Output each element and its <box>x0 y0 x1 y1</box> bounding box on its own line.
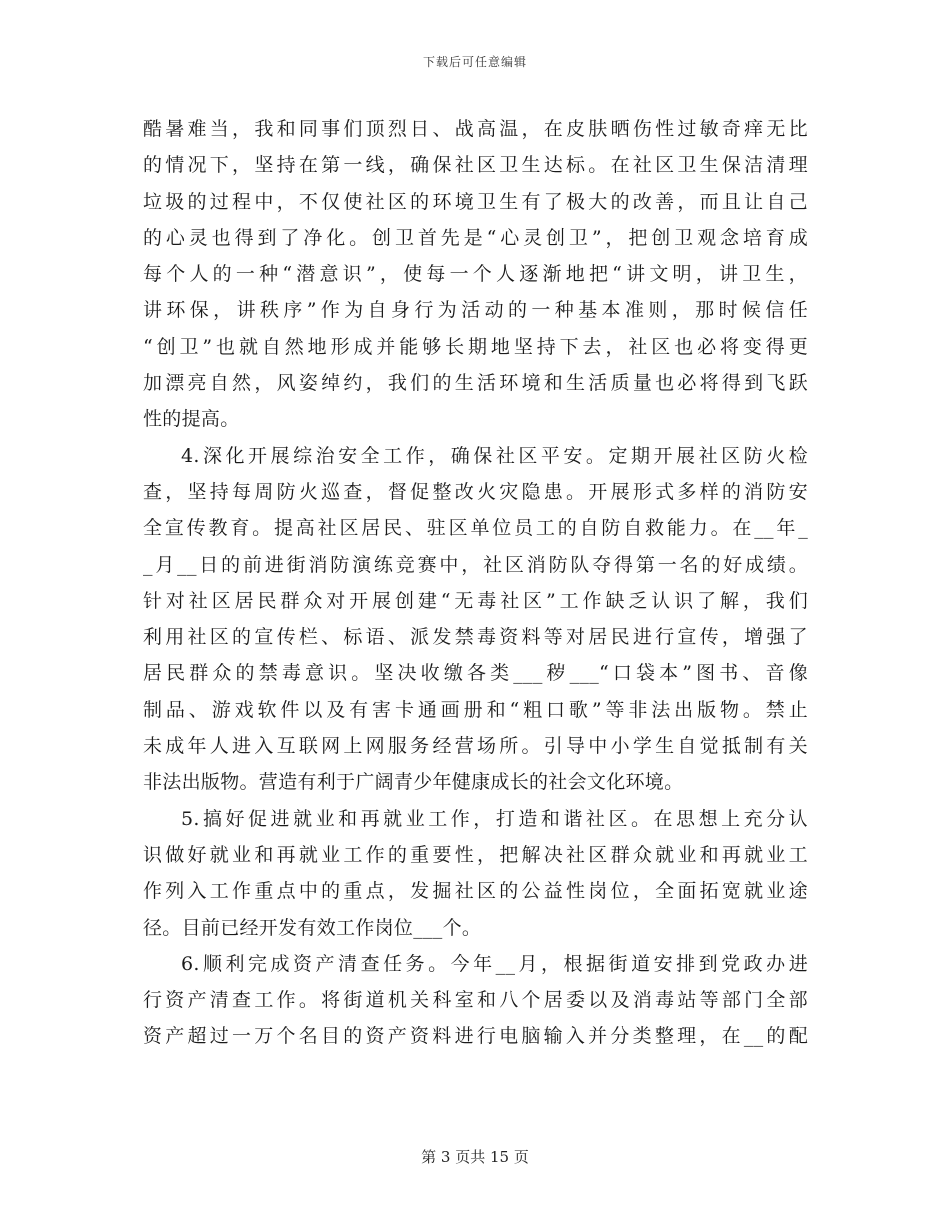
body-text-line: 性的提高。 <box>143 408 240 431</box>
page-header: 下载后可任意编辑 <box>422 55 527 69</box>
body-text-line: 识做好就业和再就业工作的重要性，把解决社区群众就业和再就业工 <box>143 843 808 866</box>
body-text-line: 酷暑难当，我和同事们顶烈日、战高温，在皮肤晒伤性过敏奇痒无比 <box>143 118 808 140</box>
body-text-line: 全宣传教育。提高社区居民、驻区单位员工的自防自救能力。在__年_ <box>143 517 808 540</box>
body-text-line: 的情况下，坚持在第一线，确保社区卫生达标。在社区卫生保洁清理 <box>143 154 808 177</box>
body-text-line: 5.搞好促进就业和再就业工作，打造和谐社区。在思想上充分认 <box>181 807 808 830</box>
body-text-line: 径。目前已经开发有效工作岗位___个。 <box>143 916 482 939</box>
body-text-line: 讲环保，讲秩序”作为自身行为活动的一种基本准则，那时候信任 <box>143 299 808 322</box>
body-text-line: 居民群众的禁毒意识。坚决收缴各类___秽___“口袋本”图书、音像 <box>143 662 808 685</box>
body-text-line: 加漂亮自然，风姿绰约，我们的生活环境和生活质量也必将得到飞跃 <box>143 372 808 395</box>
document-body <box>143 111 808 1055</box>
body-text-line: 制品、游戏软件以及有害卡通画册和“粗口歌”等非法出版物。禁止 <box>143 698 808 721</box>
body-text-line: “创卫”也就自然地形成并能够长期地坚持下去，社区也必将变得更 <box>143 335 808 358</box>
body-text-line: 利用社区的宣传栏、标语、派发禁毒资料等对居民进行宣传，增强了 <box>143 626 808 649</box>
body-text-line: 垃圾的过程中，不仅使社区的环境卫生有了极大的改善，而且让自己 <box>143 190 808 213</box>
body-text-line: _月__日的前进街消防演练竞赛中，社区消防队夺得第一名的好成绩。 <box>143 553 808 576</box>
page-number: 第 3 页共 15 页 <box>421 1148 529 1166</box>
body-text-line: 每个人的一种“潜意识”，使每一个人逐渐地把“讲文明，讲卫生， <box>143 263 808 286</box>
body-text-line: 的心灵也得到了净化。创卫首先是“心灵创卫”，把创卫观念培育成 <box>143 226 808 249</box>
body-text-line: 查，坚持每周防火巡查，督促整改火灾隐患。开展形式多样的消防安 <box>143 480 808 503</box>
body-text-line: 作列入工作重点中的重点，发掘社区的公益性岗位，全面拓宽就业途 <box>143 880 808 903</box>
body-text-line: 资产超过一万个名目的资产资料进行电脑输入并分类整理，在__的配 <box>143 1025 808 1048</box>
body-text-line: 未成年人进入互联网上网服务经营场所。引导中小学生自觉抵制有关 <box>143 735 808 758</box>
body-text-line: 行资产清查工作。将街道机关科室和八个居委以及消毒站等部门全部 <box>143 989 808 1012</box>
body-text-line: 针对社区居民群众对开展创建“无毒社区”工作缺乏认识了解，我们 <box>143 589 808 612</box>
body-text-line: 非法出版物。营造有利于广阔青少年健康成长的社会文化环境。 <box>143 771 684 794</box>
body-text-line: 6.顺利完成资产清查任务。今年__月，根据街道安排到党政办进 <box>181 952 808 975</box>
body-text-line: 4.深化开展综治安全工作，确保社区平安。定期开展社区防火检 <box>181 444 808 467</box>
